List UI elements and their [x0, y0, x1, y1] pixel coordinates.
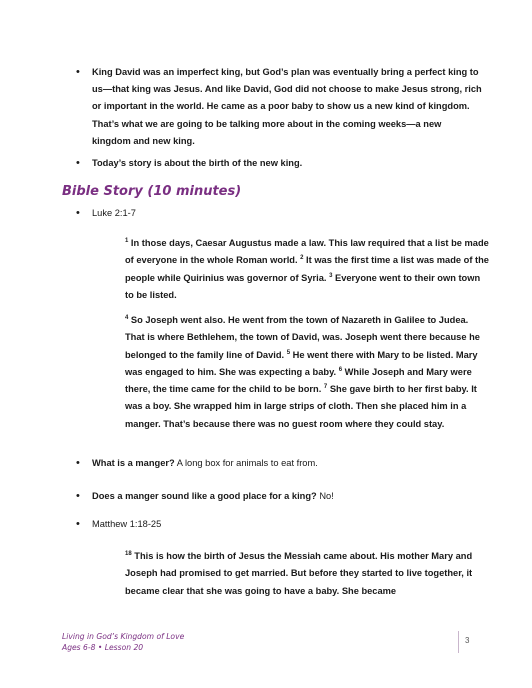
verse-number: 3: [329, 272, 333, 279]
scripture-passage-3: [125, 548, 490, 600]
verse-text: This is how the birth of Jesus the Messiah came about. His mother Mary and Joseph had promised to get married. But before they started to live together, it became clear that she was going to have a baby. She became: [125, 551, 473, 596]
section-heading: Bible Story (10 minutes): [62, 184, 242, 199]
discussion-question-1: [92, 455, 482, 472]
scripture-reference-luke: • Luke 2:1-7: [92, 205, 482, 222]
answer-text: A long box for animals to eat from.: [174, 458, 318, 468]
verse-text: So Joseph went also. He went from the town of Nazareth in Galilee to Judea. That is where Bethlehem, the town of David, was. Joseph went there because he belonged to the family line of David.: [125, 315, 480, 360]
intro-bullet-1: • King David was an imperfect king, but God’s plan was eventually bring a perfect king to us—that king was Jesus. And like David, God did not choose to make Jesus strong, rich or important in the world. He came as a poor baby to show us a new kind of kingdom. That’s what we are going to be talking more about in the coming weeks—a new kingdom and new king.: [92, 64, 482, 150]
question-text: Does a manger sound like a good place for a king?: [92, 491, 317, 501]
intro-bullet-2: • Today’s story is about the birth of the new king.: [92, 155, 482, 172]
verse-text: He went there with Mary to be listed. Mary was engaged to him. She was expecting a baby.: [125, 349, 478, 377]
verse-number: 4: [125, 315, 129, 321]
page-number: 3: [465, 636, 470, 645]
footer-title: Living in God’s Kingdom of Love: [62, 632, 185, 641]
discussion-question-2: [92, 488, 482, 505]
verse-number: 18: [125, 551, 132, 557]
verse-text: It was the first time a list was made of the people while Quirinius was governor of Syria.: [125, 255, 489, 283]
footer-subtitle: Ages 6-8 • Lesson 20: [62, 643, 144, 652]
verse-text: Everyone went to their own town to be listed.: [125, 272, 481, 300]
verse-text: In those days, Caesar Augustus made a law. This law required that a list be made of everyone in the whole Roman world.: [125, 238, 489, 266]
verse-text: She gave birth to her first baby. It was a boy. She wrapped him in large strips of cloth. Then she placed him in a manger. That’s because there was no guest room where they could stay.: [125, 384, 477, 429]
question-text: What is a manger?: [92, 458, 175, 468]
scripture-passage-2: [125, 312, 490, 433]
footer-divider: [458, 631, 459, 653]
verse-number: 1: [125, 238, 129, 244]
verse-number: 2: [300, 255, 304, 262]
scripture-passage-1: [125, 235, 490, 304]
scripture-reference-matthew: • Matthew 1:18-25: [92, 516, 482, 533]
verse-number: 5: [286, 349, 291, 356]
verse-text: While Joseph and Mary were there, the time came for the child to be born.: [125, 366, 472, 395]
verse-number: 6: [338, 366, 343, 373]
answer-text: No!: [316, 491, 334, 501]
verse-number: 7: [323, 384, 328, 391]
